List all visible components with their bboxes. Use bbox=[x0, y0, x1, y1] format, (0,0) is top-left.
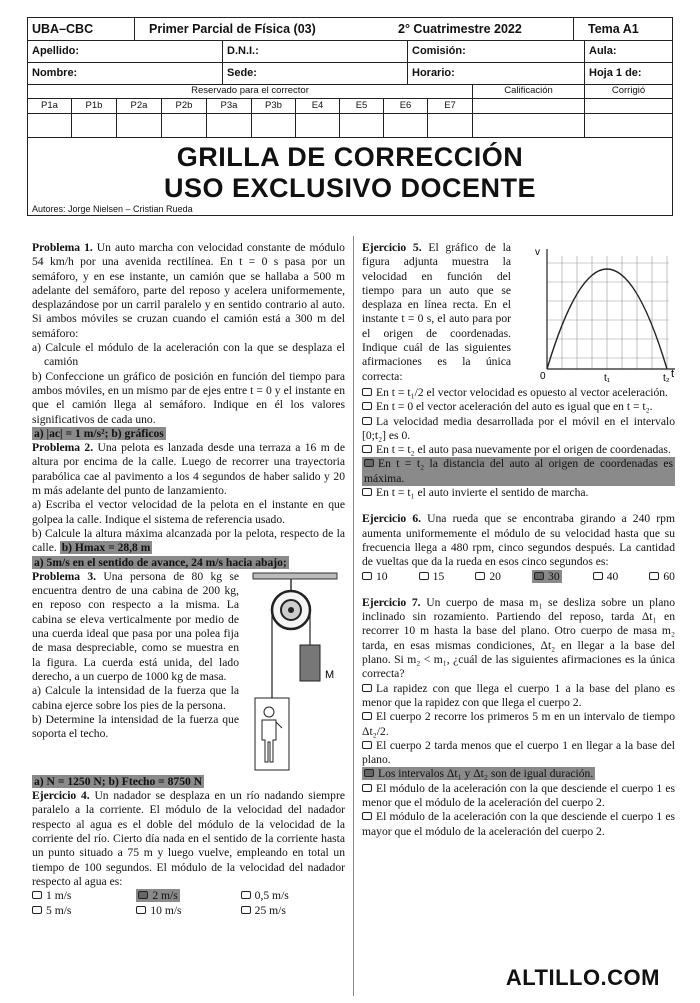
header-title-row bbox=[28, 18, 672, 41]
problem-3-answer: a) N = 1250 N; b) Ftecho = 8750 N bbox=[34, 774, 203, 788]
grade-box-e5[interactable] bbox=[340, 114, 384, 137]
exercise-4-option[interactable] bbox=[136, 904, 240, 918]
sede-field[interactable]: Sede: bbox=[223, 63, 408, 84]
option-label: 2 m/s bbox=[152, 889, 178, 903]
title-line-2: USO EXCLUSIVO DOCENTE bbox=[163, 173, 537, 203]
exercise-4-option[interactable] bbox=[32, 904, 136, 918]
grade-box-p1a[interactable] bbox=[28, 114, 72, 137]
exercise-4-option[interactable] bbox=[241, 889, 345, 903]
grade-label-e4: E4 bbox=[296, 99, 340, 113]
grade-label-p2b: P2b bbox=[162, 99, 207, 113]
grade-box-e4[interactable] bbox=[296, 114, 340, 137]
option-label: La velocidad media desarrollada por el móvil en el intervalo [0;t₂] es 0. bbox=[362, 414, 675, 442]
problem-3-a: a) Calcule la intensidad de la fuerza que la cabina ejerce sobre los pies de la persona. bbox=[32, 684, 239, 712]
problem-2 bbox=[32, 441, 345, 498]
option-label: En t = t₂ el auto pasa nuevamente por el origen de coordenadas. bbox=[376, 443, 671, 457]
option-label: 1 m/s bbox=[46, 889, 72, 903]
option-label: 20 bbox=[489, 569, 501, 583]
comision-field[interactable]: Comisión: bbox=[408, 41, 585, 62]
problem-3-title: Problema 3. bbox=[32, 569, 97, 583]
problem-1-title: Problema 1. bbox=[32, 241, 93, 254]
grade-label-p3a: P3a bbox=[207, 99, 252, 113]
left-column bbox=[32, 241, 345, 918]
title-block bbox=[28, 138, 672, 215]
option-label: Los intervalos Δt₁ y Δt₂ son de igual duración. bbox=[378, 767, 594, 781]
title-line-1: GRILLA DE CORRECCIÓN bbox=[176, 142, 524, 172]
grade-labels-row bbox=[28, 99, 672, 114]
option-label: En t = t₁/2 el vector velocidad es opuesto al vector aceleración. bbox=[376, 386, 668, 399]
checkbox-checked-icon[interactable] bbox=[364, 769, 374, 777]
checkbox-icon[interactable] bbox=[32, 891, 42, 899]
grade-box-p2b[interactable] bbox=[162, 114, 207, 137]
exercise-7-text: Un cuerpo de masa m₁ se desliza sobre un plano inclinado sin rozamiento. Partiendo del reposo, tarda Δt₁ en recorrer 10 m hasta la base del plano. Otro cuerpo de masa m₂ tarda, en esas mismas condiciones, Δt₂ en llegar a la base del plano. Si m₂ < m₁, ¿cuál de las siguientes afirmaciones es la única correcta? bbox=[362, 595, 675, 681]
altillo-logo: ALTILLO.COM bbox=[505, 965, 660, 990]
dni-field[interactable]: D.N.I.: bbox=[223, 41, 408, 62]
checkbox-checked-icon[interactable] bbox=[138, 891, 148, 899]
option-label: En t = t₂ la distancia del auto al origen de coordenadas es máxima. bbox=[364, 457, 673, 485]
checkbox-icon[interactable] bbox=[593, 572, 603, 580]
exercise-5-option[interactable] bbox=[362, 386, 675, 400]
exercise-5-option[interactable] bbox=[362, 415, 675, 444]
grade-boxes-row bbox=[28, 114, 672, 138]
problem-2-a: a) Escriba el vector velocidad de la pelota en el instante en que golpea la calle. Indique el sistema de referencia usado. bbox=[32, 498, 345, 526]
exercise-7-title: Ejercicio 7. bbox=[362, 595, 421, 609]
exercise-6-option[interactable] bbox=[419, 570, 445, 584]
checkbox-icon[interactable] bbox=[362, 402, 372, 410]
grade-label-p3b: P3b bbox=[252, 99, 296, 113]
aula-field[interactable]: Aula: bbox=[589, 45, 617, 57]
corrigio-label: Corrigió bbox=[611, 85, 646, 96]
grade-box-e6[interactable] bbox=[384, 114, 428, 137]
option-label: 5 m/s bbox=[46, 903, 72, 917]
exercise-7-option-correct[interactable] bbox=[362, 767, 675, 781]
exercise-6-options bbox=[362, 570, 675, 584]
exercise-7-option[interactable] bbox=[362, 810, 675, 839]
calificacion-box[interactable] bbox=[473, 114, 585, 137]
problem-1-text: Un auto marcha con velocidad constante de módulo 54 km/h por una avenida rectilínea. En t = 0 s pasa por un semáforo, y en ese instante, un camión que se hallaba a 500 m adelante del semáforo, parte del reposo y acelera uniformemente, desplazándose por un carril paralelo y en sentido contrario al auto. Si ambos móviles se cruzan cuando el camión está a 300 m del semáforo: bbox=[32, 241, 345, 340]
checkbox-icon[interactable] bbox=[32, 906, 42, 914]
exercise-4-options bbox=[32, 889, 345, 918]
option-label: 60 bbox=[663, 569, 675, 583]
exercise-5-title: Ejercicio 5. bbox=[362, 241, 422, 254]
option-label: 30 bbox=[548, 569, 560, 583]
grade-box-p3a[interactable] bbox=[207, 114, 252, 137]
mass-label: M bbox=[325, 668, 335, 681]
tema: Tema A1 bbox=[588, 22, 639, 36]
checkbox-icon[interactable] bbox=[241, 891, 251, 899]
corrigio-spacer bbox=[585, 99, 672, 113]
checkbox-icon[interactable] bbox=[362, 445, 372, 453]
header-row-nombre bbox=[28, 63, 672, 85]
checkbox-checked-icon[interactable] bbox=[534, 572, 544, 580]
velocity-time-graph bbox=[517, 241, 679, 386]
problem-2-b-text: b) Calcule la altura máxima alcanzada por la pelota, respecto de la calle. bbox=[32, 526, 345, 555]
grade-box-p1b[interactable] bbox=[72, 114, 117, 137]
t-axis-label: t bbox=[671, 368, 675, 380]
grade-label-e6: E6 bbox=[384, 99, 428, 113]
checkbox-icon[interactable] bbox=[362, 741, 372, 749]
checkbox-icon[interactable] bbox=[649, 572, 659, 580]
checkbox-icon[interactable] bbox=[136, 906, 146, 914]
option-label: En t = t₁ el auto invierte el sentido de marcha. bbox=[376, 486, 589, 500]
exercise-4-option[interactable] bbox=[32, 889, 136, 903]
problem-1-b: b) Confeccione un gráfico de posición en función del tiempo para ambos móviles, en un mismo par de ejes entre t = 0 y el instante en que el camión llega al semáforo. Indique en él los valores significativos de cada uno. bbox=[32, 369, 345, 426]
header-row-apellido bbox=[28, 41, 672, 63]
corrigio-box[interactable] bbox=[585, 114, 672, 137]
option-label: El cuerpo 2 tarda menos que el cuerpo 1 en llegar a la base del plano. bbox=[362, 738, 675, 767]
problem-1-a: a) Calcule el módulo de la aceleración con la que se desplaza el camión bbox=[32, 341, 345, 369]
problem-2-title: Problema 2. bbox=[32, 441, 94, 455]
grade-heading-row bbox=[28, 85, 672, 99]
v-axis-label: v bbox=[535, 247, 540, 258]
exercise-4-title: Ejercicio 4. bbox=[32, 789, 90, 803]
checkbox-icon[interactable] bbox=[362, 712, 372, 720]
exercise-6-title: Ejercicio 6. bbox=[362, 512, 422, 526]
nombre-field[interactable]: Nombre: bbox=[28, 63, 223, 84]
checkbox-icon[interactable] bbox=[362, 388, 372, 396]
column-divider bbox=[353, 236, 354, 996]
problem-3-b: b) Determine la intensidad de la fuerza que soporta el techo. bbox=[32, 712, 239, 741]
exercise-7-option[interactable] bbox=[362, 782, 675, 811]
exercise-4-text: Un nadador se desplaza en un río nadando siempre paralelo a la corriente. El módulo de la velocidad del nadador respecto al agua es el doble del módulo de la velocidad de la corriente del río. Cierto día nada en el sentido de la corriente hasta un punto situado a 75 m y luego vuelve, empleando en total un tiempo de 100 segundos. El módulo de la velocidad del nadador respecto al agua es: bbox=[32, 789, 345, 888]
checkbox-icon[interactable] bbox=[362, 417, 372, 425]
option-label: El cuerpo 2 recorre los primeros 5 m en un intervalo de tiempo Δt₂/2. bbox=[362, 710, 675, 738]
institution: UBA–CBC bbox=[28, 18, 135, 40]
checkbox-icon[interactable] bbox=[419, 572, 429, 580]
exercise-5-options bbox=[362, 386, 675, 500]
option-label: En t = 0 el vector aceleración del auto es igual que en t = t₂. bbox=[376, 400, 653, 414]
term: 2° Cuatrimestre 2022 bbox=[368, 18, 574, 40]
problem-1 bbox=[32, 241, 345, 341]
grade-box-e7[interactable] bbox=[428, 114, 473, 137]
exercise-6-text: Una rueda que se encontraba girando a 240 rpm aumenta uniformemente el módulo de su velocidad hasta que su frecuencia llega a 480 rpm, cinco segundos después. La cantidad de vueltas que da la rueda en esos cinco segundos es: bbox=[362, 512, 675, 569]
pulley-figure bbox=[245, 570, 345, 775]
grade-label-p1b: P1b bbox=[72, 99, 117, 113]
grade-label-e5: E5 bbox=[340, 99, 384, 113]
checkbox-icon[interactable] bbox=[362, 784, 372, 792]
grade-box-p2a[interactable] bbox=[117, 114, 162, 137]
exercise-5 bbox=[362, 241, 675, 384]
checkbox-icon[interactable] bbox=[475, 572, 485, 580]
checkbox-icon[interactable] bbox=[241, 906, 251, 914]
checkbox-checked-icon[interactable] bbox=[364, 459, 374, 467]
t1-label: t₁ bbox=[604, 373, 611, 384]
option-label: El módulo de la aceleración con la que desciende el cuerpo 1 es mayor que el módulo de la aceleración del cuerpo 2. bbox=[362, 810, 675, 838]
problem-2-b bbox=[32, 527, 345, 556]
checkbox-icon[interactable] bbox=[362, 684, 372, 692]
horario-field[interactable]: Horario: bbox=[408, 63, 585, 84]
option-label: 40 bbox=[606, 569, 619, 583]
checkbox-icon[interactable] bbox=[362, 488, 372, 496]
exercise-5-option[interactable] bbox=[362, 443, 675, 457]
grade-label-p1a: P1a bbox=[28, 99, 72, 113]
exercise-6-option-correct[interactable] bbox=[532, 570, 562, 584]
reservado-label: Reservado para el corrector bbox=[28, 85, 473, 98]
exercise-5-text: El gráfico de la figura adjunta muestra la velocidad en función del tiempo para un auto que se desplaza en línea recta. En el instante t = 0 s, el auto para por el origen de coordenadas. Indique cuál de las siguientes afirmaciones es la única correcta: bbox=[362, 241, 511, 383]
checkbox-icon[interactable] bbox=[362, 572, 372, 580]
apellido-field[interactable]: Apellido: bbox=[28, 41, 223, 62]
grade-label-e7: E7 bbox=[428, 99, 473, 113]
hoja-field[interactable]: Hoja 1 de: bbox=[589, 67, 642, 79]
checkbox-icon[interactable] bbox=[362, 812, 372, 820]
exercise-5-option[interactable] bbox=[362, 486, 675, 500]
problem-1-answer: a) |ac| = 1 m/s²; b) gráficos bbox=[34, 426, 164, 440]
exercise-7 bbox=[362, 596, 675, 682]
authors: Autores: Jorge Nielsen – Cristian Rueda bbox=[32, 204, 193, 214]
exercise-4-option[interactable] bbox=[241, 904, 345, 918]
option-label: 0,5 m/s bbox=[254, 889, 289, 903]
option-label: 25 m/s bbox=[254, 903, 286, 917]
exercise-7-option[interactable] bbox=[362, 682, 675, 711]
option-label: 15 bbox=[432, 569, 445, 583]
exercise-6 bbox=[362, 512, 675, 569]
option-label: La rapidez con que llega el cuerpo 1 a la base del plano es menor que la rapidez con que llega el cuerpo 2. bbox=[362, 681, 675, 709]
origin-label: 0 bbox=[540, 371, 546, 382]
exercise-4-option-correct[interactable] bbox=[136, 889, 240, 903]
option-label: 10 bbox=[376, 569, 388, 583]
calificacion-label: Calificación bbox=[473, 85, 585, 98]
right-column bbox=[362, 241, 675, 839]
problem-3-text: Una persona de 80 kg se encuentra dentro de una cabina de 200 kg, en reposo con respecto a la misma. La cabina se eleva verticalmente por medio de una cuerda ideal que pasa por una polea fija de masa despreciable, como se muestra en la figura. La cuerda está unida, del lado derecho, a un cuerpo de 1000 kg de masa. bbox=[32, 569, 239, 683]
exercise-5-option-correct[interactable] bbox=[362, 457, 675, 486]
exercise-7-option[interactable] bbox=[362, 710, 675, 739]
calificacion-spacer bbox=[473, 99, 585, 113]
option-label: 10 m/s bbox=[150, 903, 182, 917]
exercise-7-option[interactable] bbox=[362, 739, 675, 768]
exercise-6-option[interactable] bbox=[593, 570, 619, 584]
grade-box-p3b[interactable] bbox=[252, 114, 296, 137]
problem-3 bbox=[32, 570, 345, 742]
exam-name: Primer Parcial de Física (03) bbox=[149, 22, 316, 36]
option-label: El módulo de la aceleración con la que desciende el cuerpo 1 es menor que el módulo de la aceleración del cuerpo 2. bbox=[362, 781, 675, 810]
exam-header bbox=[27, 17, 673, 216]
exercise-4 bbox=[32, 789, 345, 889]
t2-label: t₂ bbox=[663, 373, 670, 384]
exercise-6-option[interactable] bbox=[649, 570, 675, 584]
exercise-6-option[interactable] bbox=[475, 570, 501, 584]
problem-2-answer-a: a) 5m/s en el sentido de avance, 24 m/s hacia abajo; bbox=[34, 555, 287, 569]
grade-label-p2a: P2a bbox=[117, 99, 162, 113]
exercise-5-option[interactable] bbox=[362, 400, 675, 414]
problem-2-text: Una pelota es lanzada desde una terraza a 16 m de altura por encima de la calle. Luego de recorrer una trayectoria parabólica cae al pavimento a los 4 segundos de haber salido y 20 m más adelante del punto de lanzamiento. bbox=[32, 441, 345, 498]
problem-2-answer-b: b) Hmax = 28,8 m bbox=[61, 541, 151, 555]
exercise-6-option[interactable] bbox=[362, 570, 388, 584]
